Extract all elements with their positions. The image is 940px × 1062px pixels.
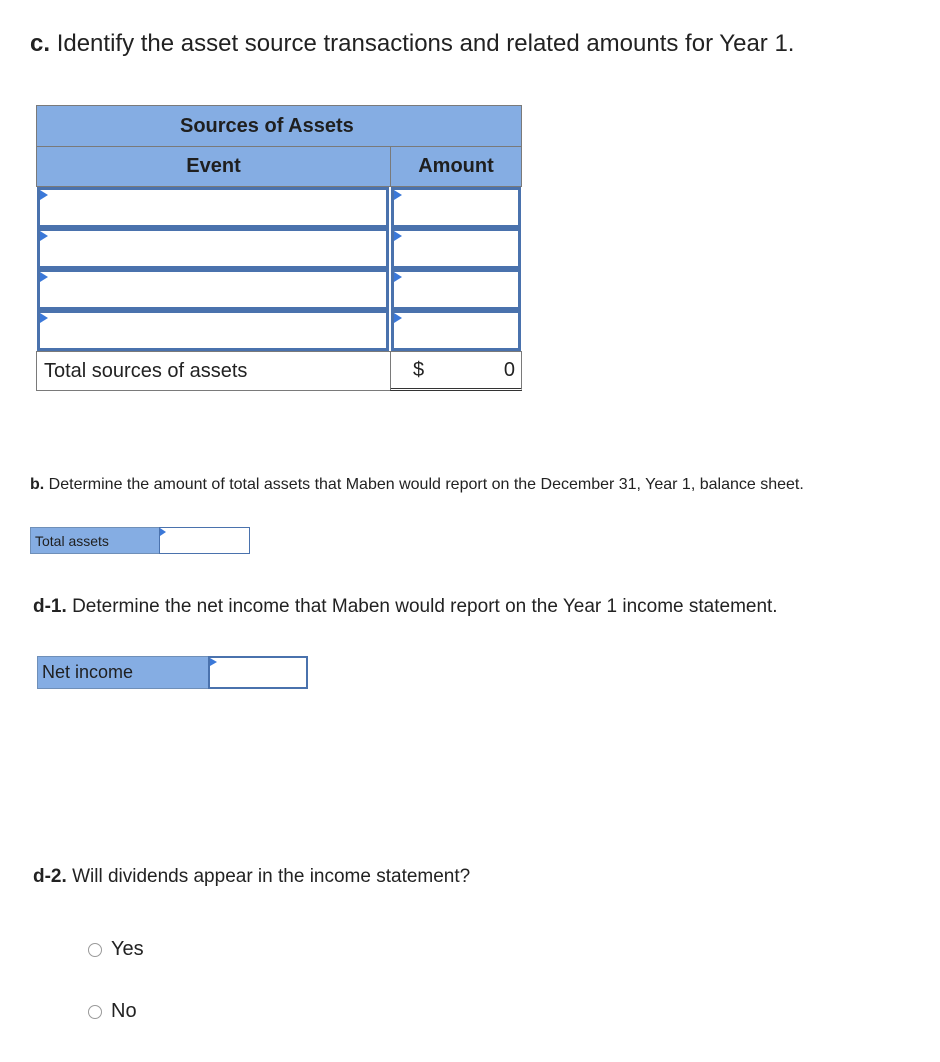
flag-icon [394,231,402,241]
total-assets-input[interactable] [160,528,249,553]
flag-icon [160,528,166,536]
column-header-event-text: Event [186,155,241,177]
radio-button-icon[interactable] [88,943,102,957]
part-b-text: Determine the amount of total assets that Maben would report on the December 31, Year 1, balance sheet. [48,476,804,493]
part-b-label: b. [30,476,45,493]
total-sources-label-text: Total sources of assets [44,359,248,382]
part-c-text: Identify the asset source transactions and related amounts for Year 1. [56,30,795,57]
event-input-1[interactable] [40,190,386,225]
part-c-label: c. [30,30,51,57]
flag-icon [394,272,402,282]
column-header-amount-text: Amount [418,155,494,177]
amount-input-cell-3 [391,269,521,310]
part-c-heading [30,30,794,58]
part-b-heading [30,476,804,494]
event-input-2[interactable] [40,231,386,266]
amount-input-2[interactable] [394,231,518,266]
event-input-cell-4 [37,310,389,351]
total-sources-label [36,351,391,391]
radio-button-icon[interactable] [88,1005,102,1019]
amount-input-cell-1 [391,187,521,228]
radio-option-yes-label: Yes [111,938,144,960]
event-input-cell-3 [37,269,389,310]
total-assets-input-cell [159,527,250,554]
flag-icon [40,190,48,200]
column-header-event [36,146,391,187]
amount-input-1[interactable] [394,190,518,225]
amount-input-3[interactable] [394,272,518,307]
flag-icon [394,313,402,323]
event-input-cell-1 [37,187,389,228]
part-d1-heading [33,596,778,618]
flag-icon [210,658,217,666]
total-assets-label [30,527,161,554]
radio-option-no[interactable] [88,1000,137,1023]
table-title [36,105,522,147]
net-income-input[interactable] [210,658,306,687]
sources-of-assets-table [36,105,522,391]
net-income-input-cell [208,656,308,689]
part-d2-heading [33,866,470,888]
flag-icon [40,231,48,241]
table-title-text: Sources of Assets [180,115,354,137]
radio-option-yes[interactable] [88,938,144,961]
flag-icon [40,272,48,282]
net-income-label [37,656,210,689]
currency-symbol: $ [413,359,425,381]
flag-icon [40,313,48,323]
flag-icon [394,190,402,200]
total-assets-label-text: Total assets [35,532,109,549]
part-d2-text: Will dividends appear in the income statement? [72,866,471,887]
net-income-label-text: Net income [42,662,134,682]
amount-input-cell-4 [391,310,521,351]
part-d1-text: Determine the net income that Maben would report on the Year 1 income statement. [72,596,778,617]
total-sources-value [390,351,522,391]
amount-input-cell-2 [391,228,521,269]
event-input-4[interactable] [40,313,386,348]
column-header-amount [390,146,522,187]
total-sources-amount: 0 [503,359,515,381]
event-input-3[interactable] [40,272,386,307]
part-d1-label: d-1. [33,596,67,617]
part-d2-label: d-2. [33,866,67,887]
amount-input-4[interactable] [394,313,518,348]
radio-option-no-label: No [111,1000,137,1022]
event-input-cell-2 [37,228,389,269]
